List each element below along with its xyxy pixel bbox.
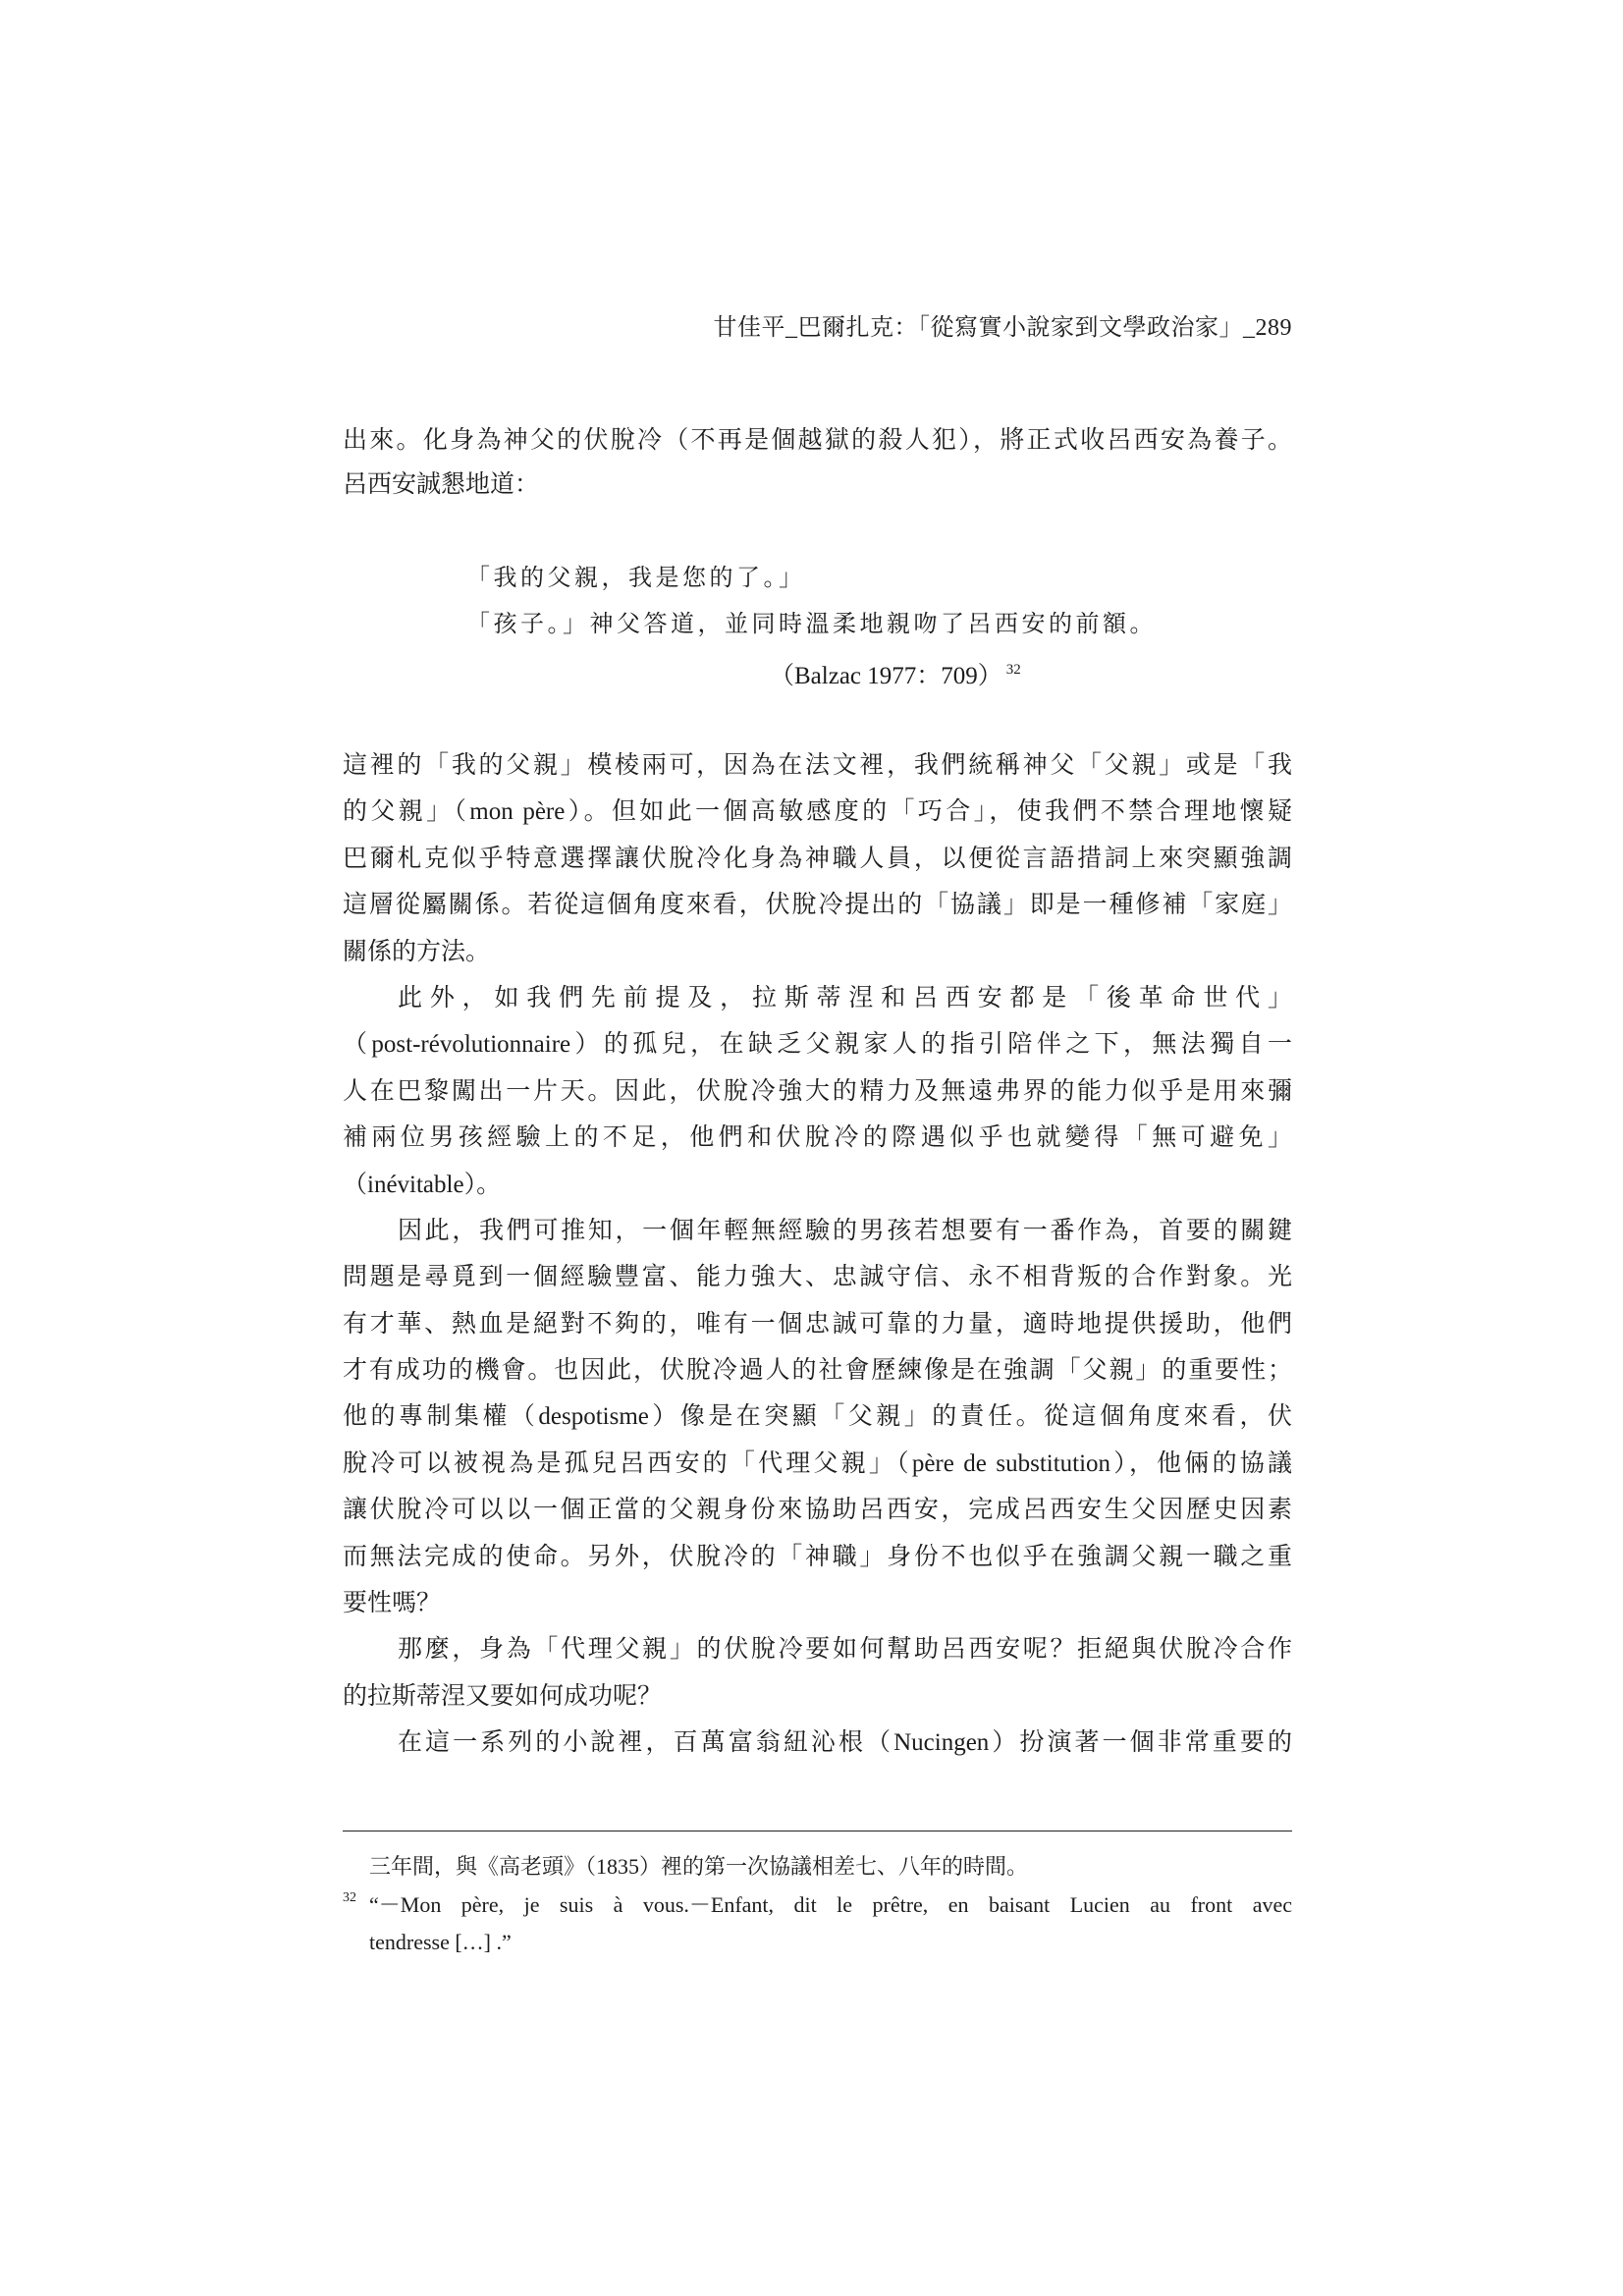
paragraph-line: 這層從屬關係。若從這個角度來看，伏脫冷提出的「協議」即是一種修補「家庭」 (343, 892, 1292, 919)
paragraph-line: 巴爾札克似乎特意選擇讓伏脫冷化身為神職人員，以便從言語措詞上來突顯強調 (343, 845, 1292, 872)
paragraph (343, 1208, 1292, 1627)
citation-text: （Balzac 1977：709） (770, 663, 1002, 689)
paragraph-line: 那麼，身為「代理父親」的伏脫冷要如何幫助呂西安呢？拒絕與伏脫冷合作 (398, 1636, 1292, 1664)
main-text (343, 742, 1292, 1767)
paragraph-line: 有才華、熱血是絕對不夠的，唯有一個忠誠可靠的力量，適時地提供援助，他們 (343, 1310, 1292, 1338)
quote-line: 「我的父親，我是您的了。」 (466, 566, 806, 591)
paragraph-line: 的父親」（mon père）。但如此一個高敏感度的「巧合」，使我們不禁合理地懷疑 (343, 798, 1292, 826)
paragraph-line: 人在巴黎闖出一片天。因此，伏脫冷強大的精力及無遠弗界的能力似乎是用來彌 (343, 1077, 1292, 1105)
paragraph-line: 在這一系列的小說裡，百萬富翁紐沁根（Nucingen）扮演著一個非常重要的 (398, 1729, 1292, 1757)
block-quote (466, 556, 1292, 647)
footnotes (343, 1848, 1292, 1962)
paragraph-line: 才有成功的機會。也因此，伏脫冷過人的社會歷練像是在強調「父親」的重要性； (343, 1357, 1292, 1385)
body-line: 出來。化身為神父的伏脫冷（不再是個越獄的殺人犯），將正式收呂西安為養子。 (343, 427, 1292, 454)
quote-line: 「孩子。」神父答道，並同時溫柔地親吻了呂西安的前額。 (466, 611, 1157, 637)
paragraph-line: 讓伏脫冷可以以一個正當的父親身份來協助呂西安，完成呂西安生父因歷史因素 (343, 1497, 1292, 1524)
paragraph-line: 脫冷可以被視為是孤兒呂西安的「代理父親」（père de substitution），他倆的協議 (343, 1449, 1292, 1477)
paragraph-line: 此外，如我們先前提及，拉斯蒂涅和呂西安都是「後革命世代」 (398, 984, 1292, 1011)
paragraph-line: 補兩位男孩經驗上的不足，他們和伏脫冷的際遇似乎也就變得「無可避免」 (343, 1124, 1292, 1152)
body-line: 呂西安誠懇地道： (343, 471, 540, 498)
paragraph-line: 他的專制集權（despotisme）像是在突顯「父親」的責任。從這個角度來看，伏 (343, 1403, 1292, 1431)
running-head: 甘佳平_巴爾扎克：「從寫實小說家到文學政治家」_289 (713, 315, 1292, 341)
paragraph-line: 這裡的「我的父親」模棱兩可，因為在法文裡，我們統稱神父「父親」或是「我 (343, 752, 1292, 779)
footnote (343, 1886, 1292, 1925)
paragraph (343, 742, 1292, 975)
paragraph-line: 問題是尋覓到一個經驗豐富、能力強大、忠誠守信、永不相背叛的合作對象。光 (343, 1264, 1292, 1291)
paragraph (343, 1626, 1292, 1720)
paragraph (343, 1720, 1292, 1766)
footnote-line: “－Mon père, je suis à vous.－Enfant, dit le prêtre, en baisant Lucien au front avec (369, 1891, 1292, 1917)
paragraph-line: 而無法完成的使命。另外，伏脫冷的「神職」身份不也似乎在強調父親一職之重 (343, 1543, 1292, 1570)
paragraph-line: （inévitable）。 (343, 1171, 502, 1198)
footnote-line: 三年間，與《高老頭》（1835）裡的第一次協議相差七、八年的時間。 (369, 1854, 1029, 1879)
footnote-line: tendresse […] .” (369, 1930, 512, 1954)
paragraph-line: 關係的方法。 (343, 938, 491, 965)
footnote-ref: 32 (1005, 662, 1021, 678)
paragraph (343, 975, 1292, 1208)
paragraph-line: 要性嗎？ (343, 1590, 442, 1617)
paragraph-line: （post-révolutionnaire）的孤兒，在缺乏父親家人的指引陪伴之下，無法獨自一 (343, 1031, 1292, 1059)
paragraph-line: 因此，我們可推知，一個年輕無經驗的男孩若想要有一番作為，首要的關鍵 (398, 1217, 1292, 1244)
paragraph-line: 的拉斯蒂涅又要如何成功呢？ (343, 1682, 663, 1710)
quote-citation (770, 647, 1021, 699)
intro-text (343, 418, 1292, 507)
footnote-number: 32 (343, 1889, 356, 1905)
